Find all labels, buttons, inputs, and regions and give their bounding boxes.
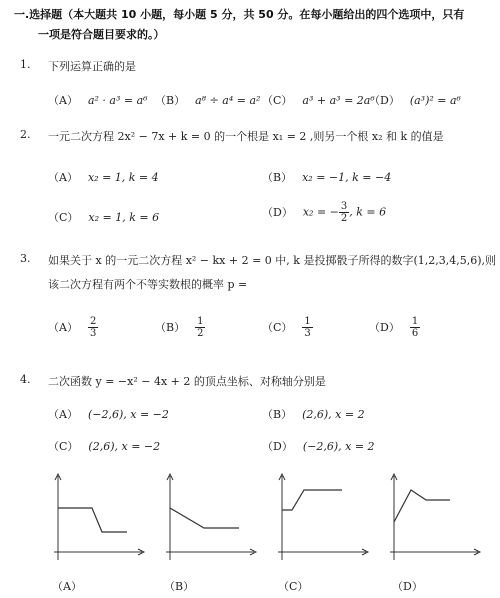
q2-option-d: （D） x₂ = − $\frac{3}{2}$ , k = 6 (262, 201, 387, 224)
q3-option-d: （D） $\frac{1}{6}$ (369, 316, 419, 339)
q1-option-d: （D） (a³)² = a⁶ (369, 94, 461, 107)
q4-option-d: （D） (−2,6), x = 2 (262, 440, 375, 453)
q4-option-b: （B） (2,6), x = 2 (262, 408, 365, 421)
section-header-line2: 一项是符合题目要求的。） (38, 28, 165, 41)
graph-b (142, 468, 262, 563)
q4-text: 二次函数 y = −x² − 4x + 2 的顶点坐标、对称轴分别是 (48, 375, 326, 388)
q2-number: 2. (20, 128, 31, 141)
graph-a-curve (58, 508, 127, 532)
q2-option-c: （C） x₂ = 1, k = 6 (48, 211, 160, 224)
graph-c-curve (282, 490, 342, 510)
q3-number: 3. (20, 252, 31, 265)
graph-label-b: （B） (164, 580, 195, 593)
graph-label-d: （D） (392, 580, 423, 593)
section-header-line1: 一.选择题（本大题共 10 小题，每小题 5 分，共 50 分。在每小题给出的四个选项中，只有 (14, 8, 465, 21)
graph-d-curve (394, 490, 450, 522)
q2-text: 一元二次方程 2x² − 7x + k = 0 的一个根是 x₁ = 2 ,则另一个根 x₂ 和 k 的值是 (48, 130, 444, 143)
graph-label-c: （C） (278, 580, 309, 593)
graph-b-curve (170, 508, 239, 528)
q2-option-d-fraction: $\frac{3}{2}$ (340, 201, 348, 224)
q2-option-a: （A） x₂ = 1, k = 4 (48, 171, 159, 184)
q3-option-a: （A） $\frac{2}{3}$ (48, 316, 97, 339)
q1-number: 1. (20, 58, 31, 71)
q3-text-line2: 该二次方程有两个不等实数根的概率 p = (48, 278, 248, 291)
graph-a (30, 468, 150, 563)
q4-number: 4. (20, 373, 31, 386)
graph-d (366, 468, 486, 563)
q1-text: 下列运算正确的是 (48, 60, 136, 73)
q3-option-b: （B） $\frac{1}{2}$ (155, 316, 204, 339)
q1-option-b: （B） a⁸ ÷ a⁴ = a² (155, 94, 261, 107)
q1-option-c: （C） a³ + a³ = 2a⁶ (262, 94, 375, 107)
graph-label-a: （A） (52, 580, 82, 593)
q1-option-a: （A） a² · a³ = a⁶ (48, 94, 148, 107)
graph-c (254, 468, 374, 563)
q4-option-a: （A） (−2,6), x = −2 (48, 408, 169, 421)
q2-option-b: （B） x₂ = −1, k = −4 (262, 171, 392, 184)
q3-option-c: （C） $\frac{1}{3}$ (262, 316, 311, 339)
q4-option-c: （C） (2,6), x = −2 (48, 440, 161, 453)
q3-text-line1: 如果关于 x 的一元二次方程 x² − kx + 2 = 0 中, k 是投掷骰子所得的数字(1,2,3,4,5,6),则 (48, 254, 497, 267)
